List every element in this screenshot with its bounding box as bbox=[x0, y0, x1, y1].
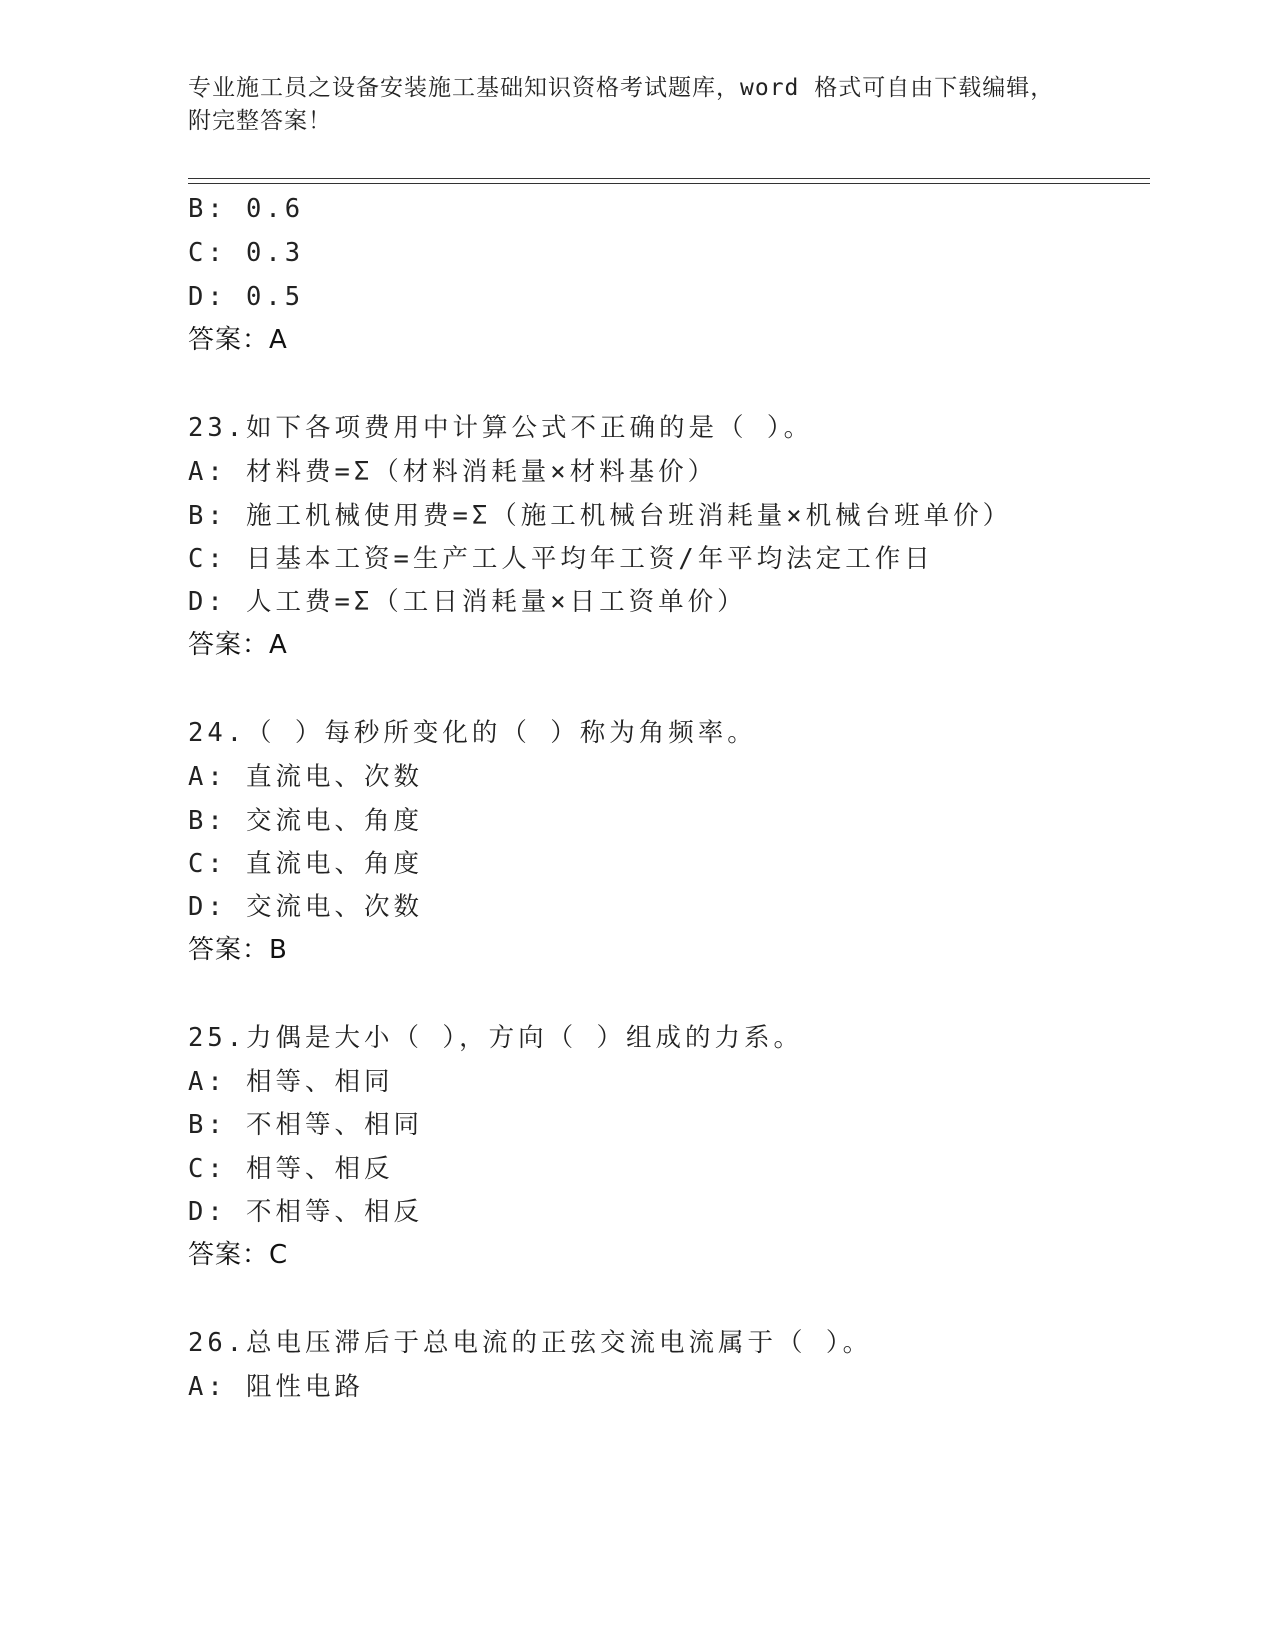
question-25-option-c: C: 相等、相反 bbox=[188, 1154, 394, 1184]
question-25-option-a: A: 相等、相同 bbox=[188, 1067, 394, 1097]
question-24-option-d: D: 交流电、次数 bbox=[188, 892, 424, 922]
question-23-option-a: A: 材料费=Σ（材料消耗量×材料基价） bbox=[188, 457, 718, 487]
header-title-line-2: 附完整答案！ bbox=[188, 108, 332, 134]
option-c: C: 0.3 bbox=[188, 238, 305, 268]
question-24-option-a: A: 直流电、次数 bbox=[188, 762, 424, 792]
option-d: D: 0.5 bbox=[188, 282, 305, 312]
question-25-option-b: B: 不相等、相同 bbox=[188, 1110, 424, 1140]
question-23-stem: 23.如下各项费用中计算公式不正确的是（ ）。 bbox=[188, 413, 814, 443]
option-b: B: 0.6 bbox=[188, 194, 305, 224]
question-26-option-a: A: 阻性电路 bbox=[188, 1372, 365, 1402]
question-23-option-d: D: 人工费=Σ（工日消耗量×日工资单价） bbox=[188, 587, 747, 617]
header-divider-top bbox=[188, 178, 1150, 179]
question-25-option-d: D: 不相等、相反 bbox=[188, 1197, 424, 1227]
question-24-answer: 答案：B bbox=[188, 935, 288, 965]
answer-line: 答案：A bbox=[188, 325, 288, 355]
question-24-stem: 24.（ ）每秒所变化的（ ）称为角频率。 bbox=[188, 718, 757, 748]
header-divider-bottom bbox=[188, 183, 1150, 184]
question-23-answer: 答案：A bbox=[188, 630, 288, 660]
question-24-option-c: C: 直流电、角度 bbox=[188, 849, 424, 879]
question-24-option-b: B: 交流电、角度 bbox=[188, 806, 424, 836]
question-23-option-c: C: 日基本工资=生产工人平均年工资/年平均法定工作日 bbox=[188, 544, 934, 574]
question-25-answer: 答案：C bbox=[188, 1240, 289, 1270]
question-23-option-b: B: 施工机械使用费=Σ（施工机械台班消耗量×机械台班单价） bbox=[188, 501, 1013, 531]
question-25-stem: 25.力偶是大小（ ），方向（ ）组成的力系。 bbox=[188, 1023, 804, 1053]
question-26-stem: 26.总电压滞后于总电流的正弦交流电流属于（ ）。 bbox=[188, 1328, 873, 1358]
header-title-line-1: 专业施工员之设备安装施工基础知识资格考试题库，word 格式可自由下载编辑， bbox=[188, 75, 1055, 101]
document-header bbox=[188, 72, 1088, 138]
